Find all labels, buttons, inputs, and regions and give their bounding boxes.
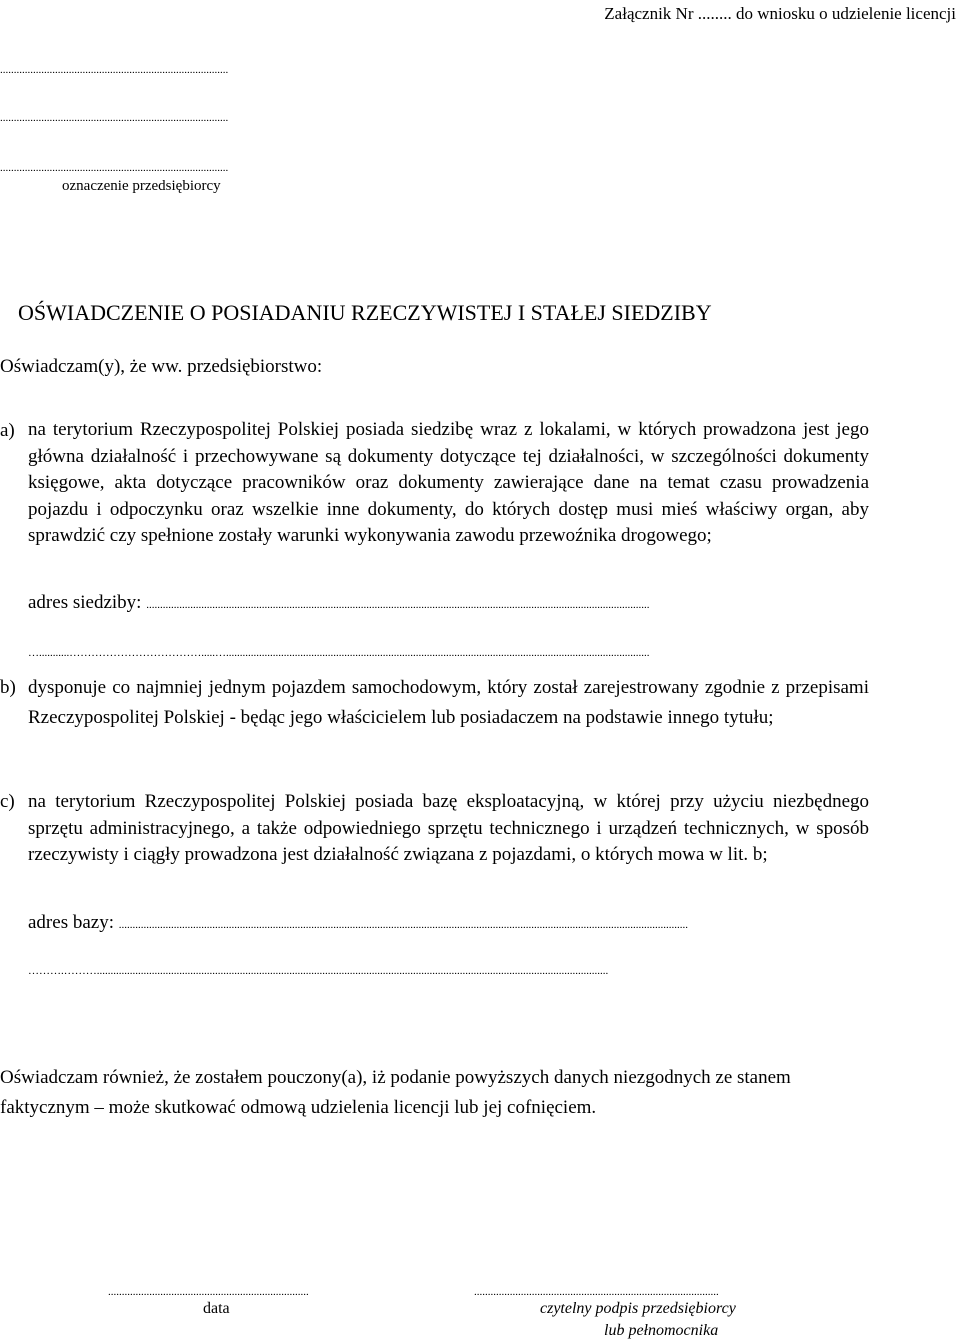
headquarters-address-dots[interactable]: .......................................................................................................................................................................................: [146, 599, 650, 611]
section-c-text: na terytorium Rzeczypospolitej Polskiej posiada bazę eksploatacyjną, w której przy użyciu niezbędnego sprzętu administracyjnego, a także odpowiedniego sprzętu technicznego i urządzeń technicznych, w sposób rzeczywisty i ciągły prowadzona jest działalność związana z pojazdami, o których mowa w lit. b;: [28, 791, 869, 865]
signature-label-line-2: lub pełnomocnika: [604, 1322, 719, 1339]
section-b: [0, 673, 869, 733]
section-a-marker: a): [0, 420, 15, 441]
section-a: [0, 417, 869, 550]
base-address-line-2[interactable]: [28, 958, 608, 980]
closing-statement: Oświadczam również, że zostałem pouczony(a), iż podanie powyższych danych niezgodnych ze stanem faktycznym – może skutkować odmową udzielenia licencji lub jej cofnięciem.: [0, 1067, 791, 1118]
headquarters-address-field[interactable]: [28, 592, 649, 614]
base-address-dots[interactable]: ...............................................................................................................................................................................................................: [118, 919, 688, 931]
signature-label: czytelny podpis przedsiębiorcy: [540, 1300, 736, 1317]
section-b-text: dysponuje co najmniej jednym pojazdem samochodowym, który został zarejestrowany zgodnie z przepisami Rzeczypospolitej Polskiej - będąc jego właścicielem lub posiadaczem na podstawie innego tytułu;: [28, 677, 869, 728]
company-field-line-3[interactable]: ...................................................................................: [0, 162, 229, 174]
section-b-marker: b): [0, 677, 16, 698]
headquarters-address-line-2[interactable]: [28, 640, 650, 662]
date-field[interactable]: .........................................................................: [108, 1286, 309, 1298]
company-field-line-1[interactable]: ...................................................................................: [0, 64, 229, 76]
section-a-text: na terytorium Rzeczypospolitej Polskiej posiada siedzibę wraz z lokalami, w których prowadzona jest jego główna działalność i przechowywane są dokumenty dotyczące tej działalności, w szczególności dokumenty księgowe, akta dotyczące pracowników oraz dokumenty zawierające dane na temat czasu prowadzenia pojazdu i odpoczynku oraz wszelkie inne dokumenty, do których dostęp musi mieś właściwy organ, aby sprawdzić czy spełnione zostały warunki wykonywania zawodu przewoźnika drogowego;: [28, 419, 869, 546]
company-field-line-2[interactable]: ...................................................................................: [0, 112, 229, 124]
document-title: OŚWIADCZENIE O POSIADANIU RZECZYWISTEJ I STAŁEJ SIEDZIBY: [18, 300, 712, 325]
headquarters-address-label: adres siedziby:: [28, 592, 142, 613]
intro-statement: Oświadczam(y), że ww. przedsiębiorstwo:: [0, 356, 323, 377]
base-address-field[interactable]: [28, 912, 688, 934]
company-caption: oznaczenie przedsiębiorcy: [62, 178, 221, 194]
base-address-label: adres bazy:: [28, 912, 114, 933]
date-label: data: [203, 1300, 230, 1317]
section-c: [0, 789, 869, 869]
base-address-line-2-dots[interactable]: ……….………..........................................................................................................................................................................................: [28, 965, 609, 977]
signature-field[interactable]: .........................................................................................: [474, 1286, 719, 1298]
attachment-note: Załącznik Nr ........ do wniosku o udzielenie licencji: [604, 4, 956, 23]
section-c-marker: c): [0, 791, 15, 812]
headquarters-address-line-2-dots[interactable]: …...........……………………………….....…..........................................................................................................................................................: [28, 647, 650, 659]
